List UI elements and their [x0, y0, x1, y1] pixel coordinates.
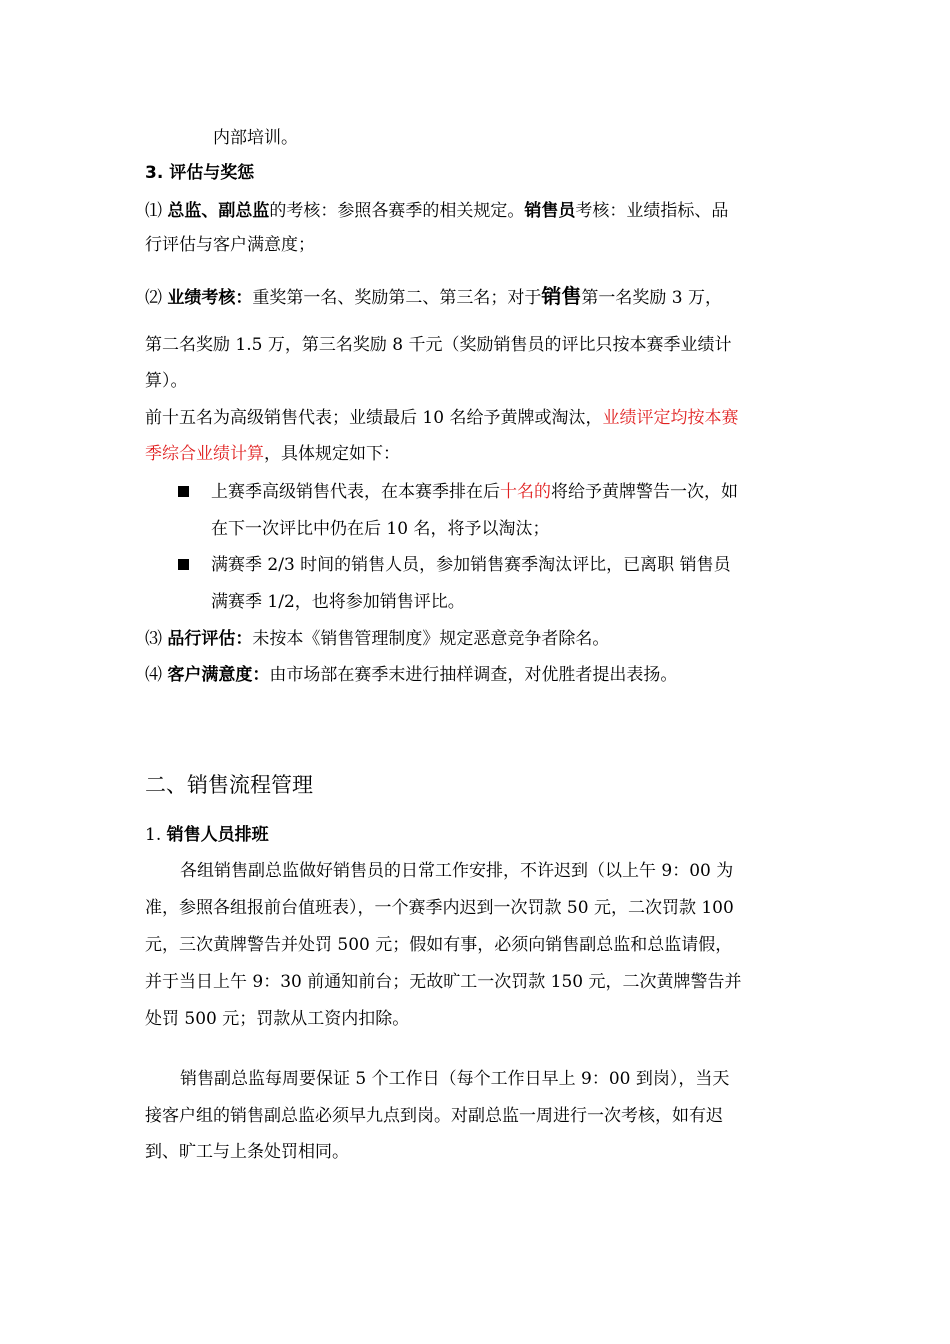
top15-text-2: ，具体规定如下：	[264, 444, 400, 464]
item-4-text: 由市场部在赛季末进行抽样调查，对优胜者提出表扬。	[269, 665, 678, 685]
para-1-line-2: 准，参照各组报前台值班表），一个赛季内迟到一次罚款 50 元，二次罚款 100	[145, 898, 734, 918]
para-1-line-4: 并于当日上午 9：30 前通知前台；无故旷工一次罚款 150 元，二次黄牌警告并	[145, 972, 742, 992]
item-2-text-2: 第一名奖励 3 万，	[581, 288, 723, 308]
top15-red-1: 业绩评定均按本赛	[602, 408, 739, 428]
item-3-text: 未按本《销售管理制度》规定恶意竞争者除名。	[252, 629, 610, 649]
item-2-bold: 业绩考核：	[167, 288, 253, 308]
para-2-line-2: 接客户组的销售副总监必须早九点到岗。对副总监一周进行一次考核，如有迟	[145, 1106, 723, 1126]
item-2-line-2: 第二名奖励 1.5 万，第三名奖励 8 千元（奖励销售员的评比只按本赛季业绩计	[145, 335, 732, 355]
bullet-1-red: 十名的	[500, 482, 551, 502]
para-1-line-3: 元，三次黄牌警告并处罚 500 元；假如有事，必须向销售副总监和总监请假，	[145, 935, 733, 955]
bullet-1-text-1: 上赛季高级销售代表，在本赛季排在后	[211, 482, 500, 502]
subsection-1-number: 1.	[145, 825, 162, 845]
top15-line-1	[145, 406, 738, 430]
section-3-title: 3. 评估与奖惩	[145, 163, 255, 183]
section-2-heading: 二、销售流程管理	[145, 773, 313, 797]
top15-red-2: 季综合业绩计算	[145, 444, 264, 464]
bullet-square-icon	[178, 559, 189, 570]
item-1-text-2: 考核：业绩指标、品	[575, 201, 729, 221]
item-3-number: ⑶	[145, 629, 162, 649]
item-4-bold: 客户满意度：	[167, 665, 270, 685]
subsection-1-label: 销售人员排班	[166, 825, 269, 845]
top15-line-2	[145, 442, 400, 466]
top15-text-1: 前十五名为高级销售代表；业绩最后 10 名给予黄牌或淘汰，	[145, 408, 603, 428]
bullet-square-icon	[178, 486, 189, 497]
item-1-number: ⑴	[145, 201, 162, 221]
bullet-1-line-1	[211, 480, 738, 504]
item-1-line-1	[145, 199, 728, 223]
bullet-2-line-1: 满赛季 2/3 时间的销售人员，参加销售赛季淘汰评比，已离职 销售员	[211, 555, 731, 575]
item-2-big-text: 销售	[541, 284, 582, 308]
continuation-text: 内部培训。	[213, 128, 298, 148]
bullet-2-line-2: 满赛季 1/2，也将参加销售评比。	[211, 592, 465, 612]
item-1-text-1: 的考核：参照各赛季的相关规定。	[269, 201, 525, 221]
item-3	[145, 627, 609, 651]
para-1-line-1: 各组销售副总监做好销售员的日常工作安排，不许迟到（以上午 9：00 为	[180, 861, 734, 881]
item-2-line-1	[145, 284, 722, 310]
para-1-line-5: 处罚 500 元；罚款从工资内扣除。	[145, 1009, 410, 1029]
item-1-bold-1: 总监、副总监	[167, 201, 270, 221]
item-3-bold: 品行评估：	[167, 629, 253, 649]
item-2-line-3: 算）。	[145, 371, 188, 391]
bullet-1-text-2: 将给予黄牌警告一次，如	[551, 482, 738, 502]
item-4-number: ⑷	[145, 665, 162, 685]
subsection-1-title	[145, 823, 269, 847]
para-2-line-3: 到、旷工与上条处罚相同。	[145, 1142, 349, 1162]
para-2-line-1: 销售副总监每周要保证 5 个工作日（每个工作日早上 9：00 到岗），当天	[180, 1069, 730, 1089]
item-1-line-2: 行评估与客户满意度；	[145, 235, 315, 255]
bullet-1-line-2: 在下一次评比中仍在后 10 名，将予以淘汰；	[211, 519, 550, 539]
item-1-bold-2: 销售员	[524, 201, 576, 221]
item-2-number: ⑵	[145, 288, 162, 308]
item-2-text-1: 重奖第一名、奖励第二、第三名；对于	[252, 288, 542, 308]
item-4	[145, 663, 677, 687]
